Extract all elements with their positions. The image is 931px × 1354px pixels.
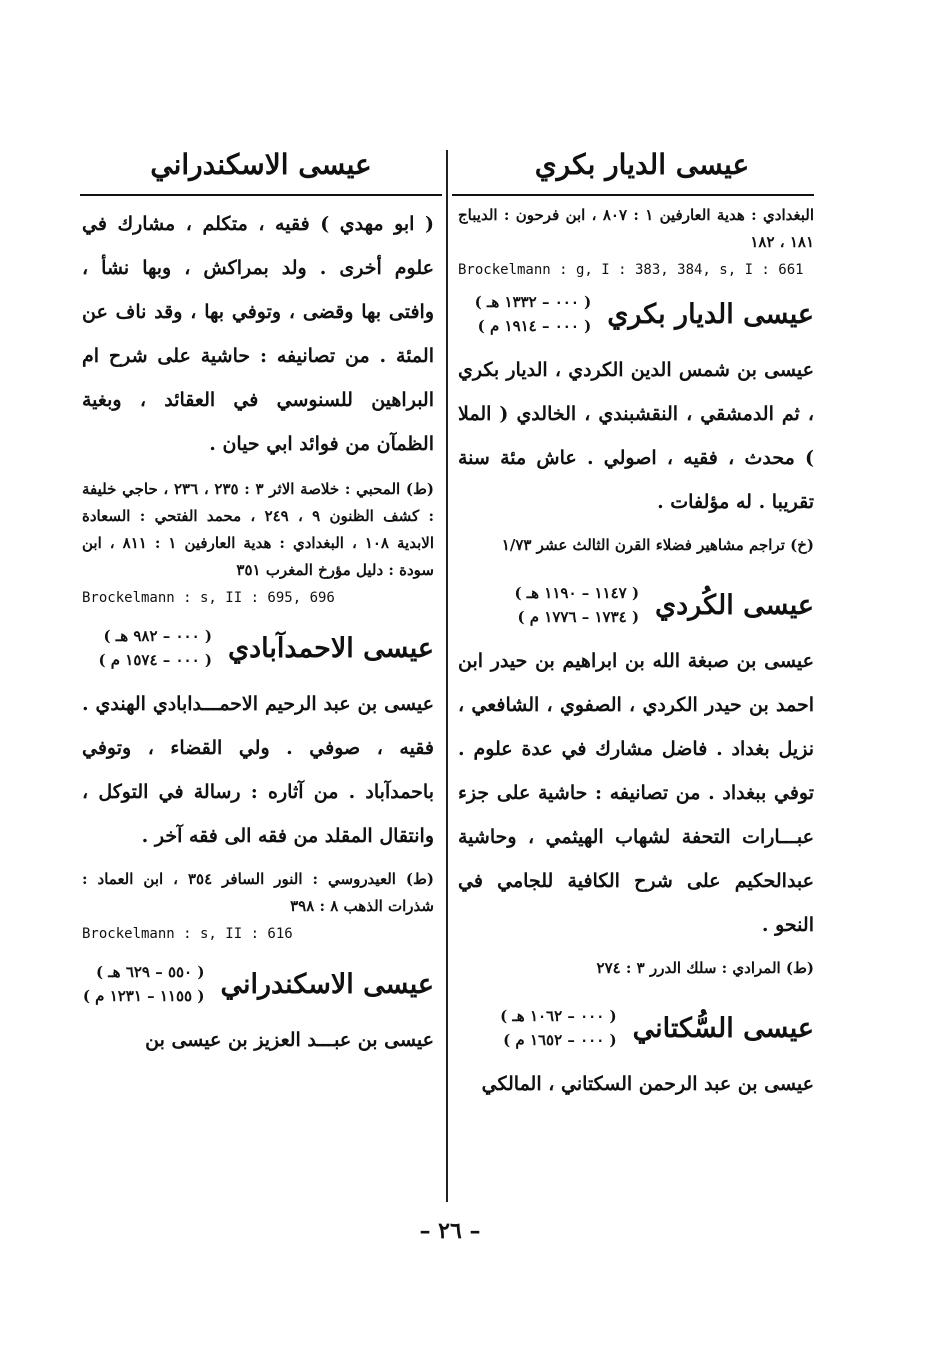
right-column-header: عيسى الديار بكري xyxy=(534,148,750,181)
entry-body: عيسى بن عبد الرحمن السكتاني ، المالكي xyxy=(481,1073,814,1095)
gregorian-date: ( ٠٠٠ – ١٦٥٢ م ) xyxy=(503,1031,617,1049)
entry-heading xyxy=(458,290,814,338)
entry-heading xyxy=(458,1004,814,1052)
entry-name: عيسى الاحمدآبادي xyxy=(227,632,434,664)
gregorian-date: ( ١٧٣٤ – ١٧٧٦ م ) xyxy=(517,608,640,626)
entry-name: عيسى الديار بكري xyxy=(607,298,814,330)
entry-heading xyxy=(458,581,814,629)
entry-body: عيسى بن عبـــد العزيز بن عيسى بن xyxy=(145,1029,434,1051)
latin-reference: Brockelmann : s, II : 695, 696 xyxy=(82,590,335,606)
reference-text: البغدادي : هدية العارفين ١ : ٨٠٧ ، ابن فرحون : الديباج ١٨١ ، ١٨٢ xyxy=(458,206,814,251)
reference-text: (ط) المحبي : خلاصة الاثر ٣ : ٢٣٥ ، ٢٣٦ ، حاجي خليفة : كشف الظنون ٩ ، ٢٤٩ ، محمد الفتحي : السعادة الابدية ١٠٨ ، البغدادي : هدية العارفين ١ : ٨١١ ، ابن سودة : دليل مؤرخ المغرب ٣٥١ xyxy=(82,480,434,579)
latin-reference: Brockelmann : g, I : 383, 384, s, I : 661 xyxy=(458,262,804,278)
entry-dates xyxy=(83,960,205,1008)
gregorian-date: ( ٠٠٠ – ١٩١٤ م ) xyxy=(477,317,592,335)
page-number: – ٢٦ – xyxy=(419,1218,481,1244)
entry-name: عيسى الكُردي xyxy=(655,589,814,621)
reference-text: (خ) تراجم مشاهير فضلاء القرن الثالث عشر ١/٧٣ xyxy=(501,536,814,554)
reference-text: (ط) المرادي : سلك الدرر ٣ : ٢٧٤ xyxy=(596,959,814,977)
hijri-date: ( ٠٠٠ – ٩٨٢ هـ ) xyxy=(103,627,212,645)
hijri-date: ( ٥٥٠ – ٦٢٩ هـ ) xyxy=(95,963,205,981)
right-column xyxy=(458,202,814,1106)
left-header-rule xyxy=(80,194,442,196)
latin-reference: Brockelmann : s, II : 616 xyxy=(82,926,293,942)
reference-text: (ط) العيدروسي : النور السافر ٣٥٤ ، ابن العماد : شذرات الذهب ٨ : ٣٩٨ xyxy=(82,870,434,915)
hijri-date: ( ٠٠٠ – ١٣٣٢ هـ ) xyxy=(474,293,592,311)
entry-body: عيسى بن صبغة الله بن ابراهيم بن حيدر ابن احمد بن حيدر الكردي ، الصفوي ، الشافعي ، نزيل بغداد . فاضل مشارك في عدة علوم . توفي ببغداد . من تصانيفه : حاشية على جزء عبـــارات التحفة لشهاب الهيثمي ، وحاشية عبدالحكيم على شرح الكافية للجامي في النحو . xyxy=(458,650,814,936)
entry-body: عيسى بن عبد الرحيم الاحمـــدابادي الهندي . فقيه ، صوفي . ولي القضاء ، وتوفي باحمدآباد . من آثاره : رسالة في التوكل ، وانتقال المقلد من فقه الى فقه آخر . xyxy=(82,693,434,847)
entry-dates xyxy=(514,581,639,629)
hijri-date: ( ٠٠٠ – ١٠٦٢ هـ ) xyxy=(500,1007,617,1025)
entry-dates xyxy=(500,1004,617,1052)
column-divider xyxy=(446,150,448,1202)
gregorian-date: ( ٠٠٠ – ١٥٧٤ م ) xyxy=(98,651,212,669)
gregorian-date: ( ١١٥٥ – ١٢٣١ م ) xyxy=(82,987,205,1005)
entry-heading xyxy=(82,624,434,672)
entry-name: عيسى الاسكندراني xyxy=(220,968,434,1000)
entry-dates xyxy=(475,290,592,338)
entry-dates xyxy=(98,624,212,672)
entry-heading xyxy=(82,960,434,1008)
hijri-date: ( ١١٤٧ – ١١٩٠ هـ ) xyxy=(514,584,640,602)
entry-body: عيسى بن شمس الدين الكردي ، الديار بكري ، ثم الدمشقي ، النقشبندي ، الخالدي ( الملا ) محدث ، فقيه ، اصولي . عاش مئة سنة تقريبا . له مؤلفات . xyxy=(458,359,814,513)
left-column-header: عيسى الاسكندراني xyxy=(150,148,372,181)
left-column xyxy=(82,202,434,1062)
entry-name: عيسى السُّكتاني xyxy=(632,1012,814,1044)
entry-body: ( ابو مهدي ) فقيه ، متكلم ، مشارك في علوم أخرى . ولد بمراكش ، وبها نشأ ، وافتى بها وقضى ، وتوفي بها ، وقد ناف عن المئة . من تصانيفه : حاشية على شرح ام البراهين للسنوسي في العقائد ، وبغية الظمآن من فوائد ابي حيان . xyxy=(82,213,434,455)
right-header-rule xyxy=(452,194,814,196)
